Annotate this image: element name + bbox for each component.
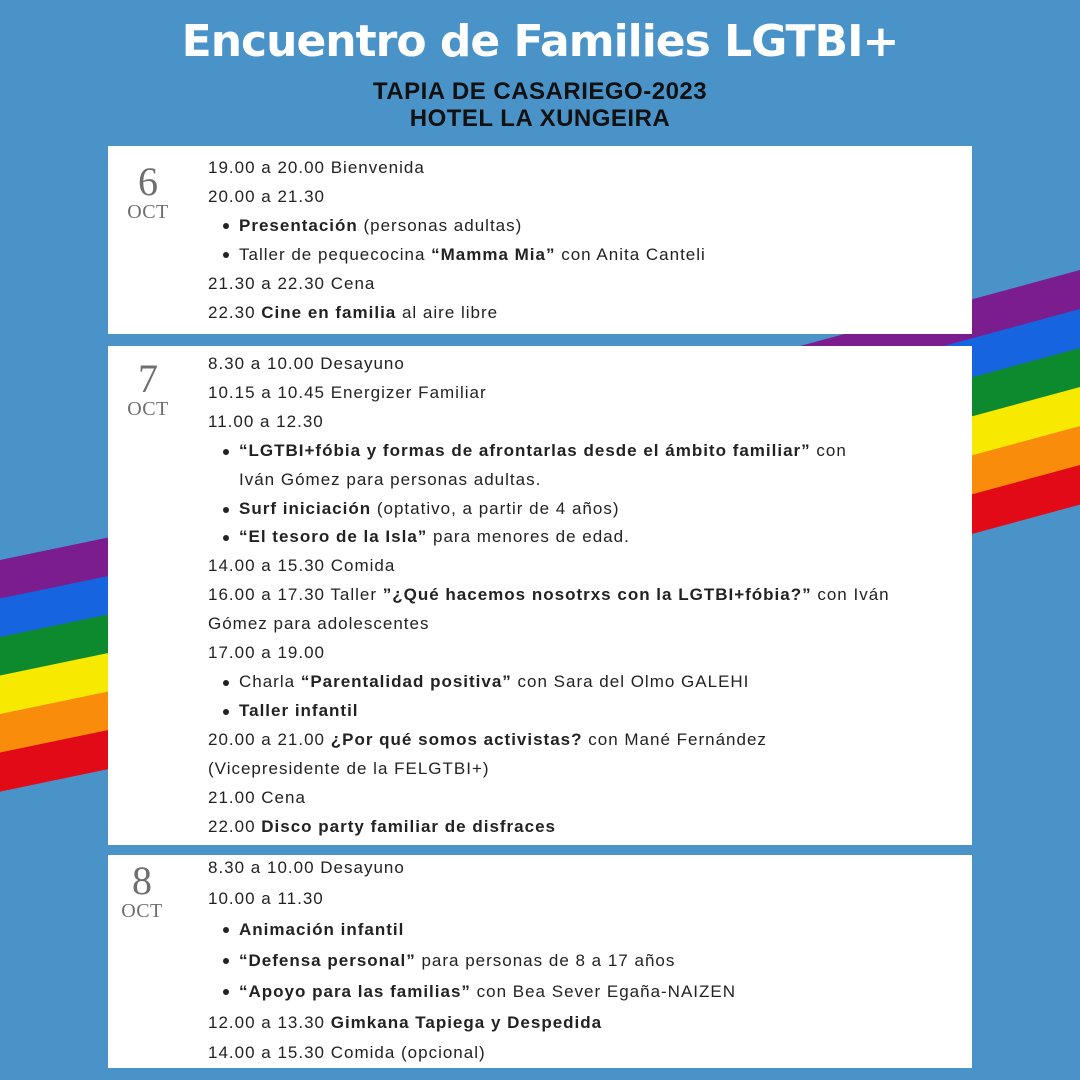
line-text: para menores de edad. — [427, 527, 630, 547]
line-text: 12.00 a 13.30 — [208, 1012, 331, 1032]
line-text: 21.00 Cena — [208, 787, 306, 807]
line-text: 17.00 a 19.00 — [208, 643, 325, 663]
line-text: 14.00 a 15.30 Comida (opcional) — [208, 1043, 486, 1063]
schedule-card-day-2 — [108, 346, 972, 845]
line-text: (Vicepresidente de la FELGTBI+) — [208, 758, 490, 778]
schedule-bullet-item — [208, 240, 962, 269]
schedule-bullet-item — [208, 523, 962, 552]
schedule-line — [208, 853, 962, 884]
schedule-line — [208, 755, 962, 784]
schedule-bullet-item — [208, 495, 962, 524]
schedule-line — [208, 298, 962, 327]
highlight-text: “Mamma Mia” — [431, 245, 556, 264]
line-text: (personas adultas) — [357, 216, 523, 235]
highlight-text: Cine en familia — [261, 303, 397, 322]
line-text: 10.00 a 11.30 — [208, 888, 324, 908]
schedule-lines — [208, 350, 962, 841]
line-text: al aire libre — [396, 303, 499, 322]
highlight-text: ”¿Qué hacemos nosotrxs con la LGTBI+fóbia?” — [382, 585, 812, 605]
date-day: 8 — [132, 858, 152, 903]
schedule-line — [208, 813, 962, 842]
page-subtitle — [0, 78, 1080, 132]
schedule-line — [208, 379, 962, 408]
date-badge — [108, 858, 176, 922]
line-text: 20.00 a 21.00 — [208, 729, 331, 749]
schedule-bullet-item — [208, 211, 962, 240]
line-text: Taller de pequecocina — [239, 245, 432, 264]
line-text: 22.00 — [208, 816, 262, 836]
schedule-bullet-item — [208, 437, 962, 466]
line-text: con — [810, 440, 847, 460]
highlight-text: Taller infantil — [239, 700, 359, 720]
line-text: con Bea Sever Egaña-NAIZEN — [470, 981, 737, 1001]
line-text: con Mané Fernández — [582, 729, 767, 749]
highlight-text: “Defensa personal” — [239, 950, 416, 970]
schedule-card-day-1 — [108, 146, 972, 334]
subtitle-venue: HOTEL LA XUNGEIRA — [409, 105, 671, 132]
line-text: con Sara del Olmo GALEHI — [511, 671, 750, 691]
schedule-lines — [208, 853, 962, 1069]
schedule-line — [208, 153, 962, 182]
schedule-line — [208, 182, 962, 211]
schedule-line — [208, 552, 962, 581]
line-text: Charla — [239, 671, 301, 691]
page-title: Encuentro de Families LGTBI+ — [181, 16, 899, 67]
schedule-line — [208, 884, 962, 915]
schedule-bullet-item — [208, 668, 962, 697]
schedule-bullet-item — [208, 915, 962, 946]
highlight-text: Presentación — [239, 216, 358, 235]
line-text: Gómez para adolescentes — [208, 614, 430, 634]
highlight-text: Surf iniciación — [239, 498, 372, 518]
schedule-line — [208, 466, 962, 495]
schedule-card-day-3 — [108, 855, 972, 1068]
date-badge — [114, 356, 182, 420]
subtitle-location: TAPIA DE CASARIEGO-2023 — [372, 78, 708, 105]
schedule-line — [208, 1038, 962, 1069]
schedule-line — [208, 581, 962, 610]
date-day: 7 — [138, 356, 158, 401]
line-text: 11.00 a 12.30 — [208, 411, 324, 431]
date-day: 6 — [138, 159, 158, 204]
highlight-text: Disco party familiar de disfraces — [261, 816, 556, 836]
line-text: 14.00 a 15.30 Comida — [208, 556, 396, 576]
highlight-text: “Parentalidad positiva” — [300, 671, 512, 691]
line-text: 21.30 a 22.30 Cena — [208, 274, 376, 293]
line-text: con Anita Canteli — [555, 245, 706, 264]
line-text: 19.00 a 20.00 Bienvenida — [208, 158, 425, 177]
line-text: (optativo, a partir de 4 años) — [371, 498, 620, 518]
line-text: Iván Gómez para personas adultas. — [239, 469, 542, 489]
schedule-line — [208, 1008, 962, 1039]
schedule-line — [208, 408, 962, 437]
highlight-text: “Apoyo para las familias” — [239, 981, 471, 1001]
schedule-line — [208, 726, 962, 755]
highlight-text: Gimkana Tapiega y Despedida — [330, 1012, 603, 1032]
line-text: 8.30 a 10.00 Desayuno — [208, 354, 405, 373]
date-badge — [114, 159, 182, 223]
schedule-bullet-item — [208, 697, 962, 726]
schedule-line — [208, 639, 962, 668]
line-text: 8.30 a 10.00 Desayuno — [208, 858, 405, 877]
highlight-text: ¿Por qué somos activistas? — [330, 729, 583, 749]
schedule-line — [208, 350, 962, 379]
line-text: 10.15 a 10.45 Energizer Familiar — [208, 382, 487, 402]
schedule-lines — [208, 153, 962, 327]
date-month: OCT — [127, 398, 169, 420]
schedule-bullet-item — [208, 946, 962, 977]
schedule-line — [208, 784, 962, 813]
line-text: 16.00 a 17.30 Taller — [208, 585, 383, 605]
line-text: 20.00 a 21.30 — [208, 187, 325, 206]
line-text: con Iván — [811, 585, 890, 605]
line-text: para personas de 8 a 17 años — [415, 950, 676, 970]
schedule-line — [208, 610, 962, 639]
date-month: OCT — [127, 201, 169, 223]
date-month: OCT — [121, 900, 163, 922]
highlight-text: “El tesoro de la Isla” — [239, 527, 428, 547]
highlight-text: “LGTBI+fóbia y formas de afrontarlas desde el ámbito familiar” — [239, 440, 811, 460]
schedule-bullet-item — [208, 977, 962, 1008]
line-text: 22.30 — [208, 303, 262, 322]
schedule-line — [208, 269, 962, 298]
highlight-text: Animación infantil — [239, 919, 405, 939]
